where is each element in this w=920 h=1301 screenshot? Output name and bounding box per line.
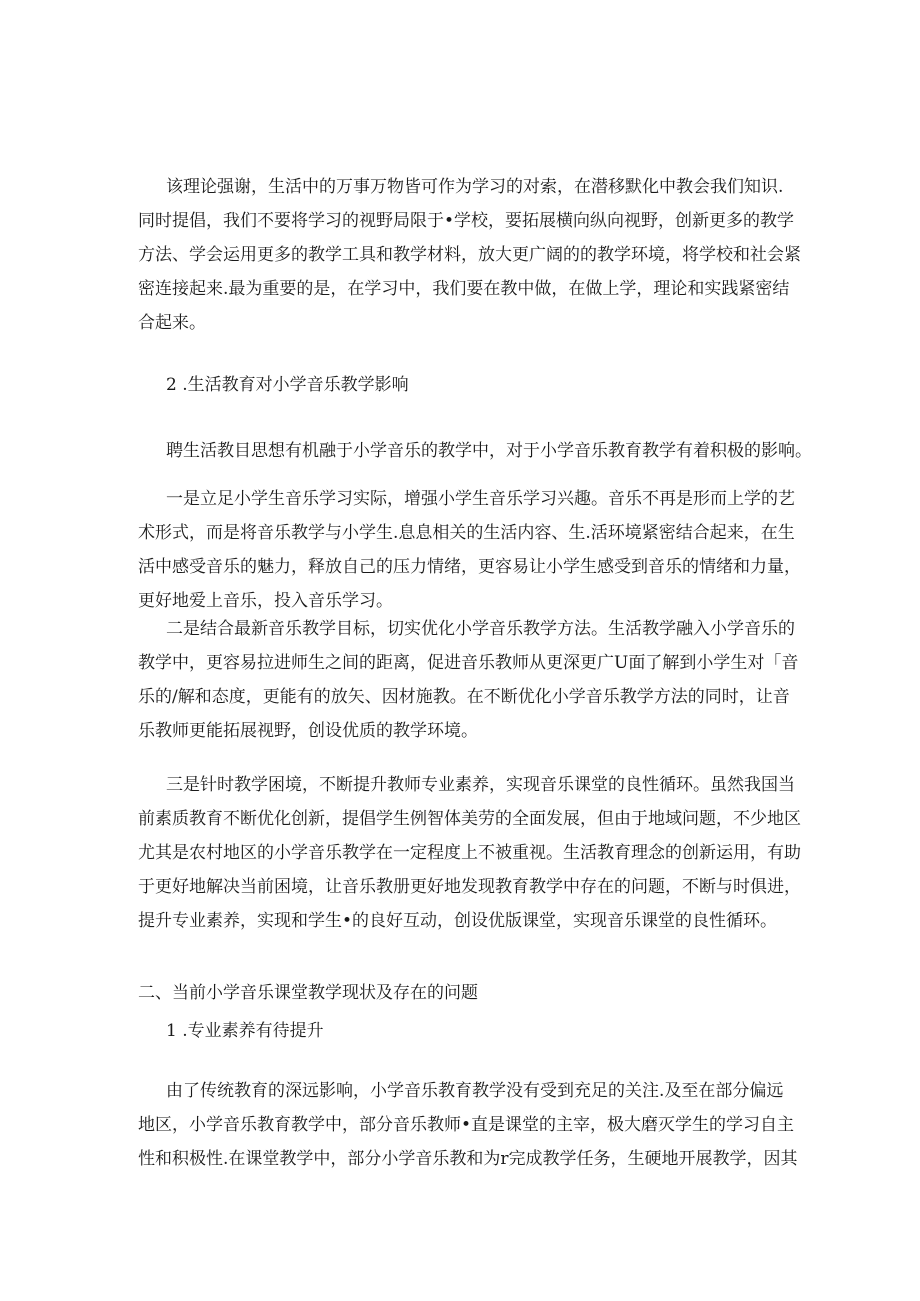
text-line: 乐的/解和态度，更能有的放矢、因材施教。在不断优化小学音乐教学方法的同时，让音 bbox=[138, 687, 790, 707]
paragraph-second-point bbox=[138, 612, 798, 748]
text-line: 一是立足小学生音乐学习实际，增强小学生音乐学习兴趣。音乐不再是形而上学的艺 bbox=[166, 489, 795, 509]
subheading-professional-quality: 1 .专业素养有待提升 bbox=[166, 1021, 324, 1041]
text-line: 活中感受音乐的魅力，释放自己的压力情绪，更容易让小学生感受到音乐的情绪和力量， bbox=[138, 557, 801, 577]
text-line: 于更好地解决当前困境，让音乐教册更好地发现教育教学中存在的问题，不断与时俱进， bbox=[138, 877, 801, 897]
text-line: 合起来。 bbox=[138, 313, 206, 333]
text-line: 二是结合最新音乐教学目标，切实优化小学音乐教学方法。生活教学融入小学音乐的 bbox=[166, 619, 795, 639]
text-line: 方法、学会运用更多的教学工具和教学材料，放大更广阔的的教学环境，将学校和社会紧 bbox=[138, 245, 801, 265]
paragraph-integration bbox=[166, 434, 812, 468]
paragraph-third-point bbox=[138, 768, 801, 938]
paragraph-first-point bbox=[138, 482, 801, 618]
text-line: 尤其是农村地区的小学音乐教学在一定程度上不被重视。生活教育理念的创新运用，有助 bbox=[138, 843, 801, 863]
text-line: 术形式，而是将音乐教学与小学生.息息相关的生活内容、生.活环境紧密结合起来，在生 bbox=[138, 523, 795, 543]
text-line: 前素质教育不断优化创新，提倡学生例智体美劳的全面发展，但由于地域问题，不少地区 bbox=[138, 809, 801, 829]
paragraph-traditional-education bbox=[138, 1074, 798, 1176]
text-line: 三是针时教学困境，不断提升教师专业素养，实现音乐课堂的良性循环。虽然我国当 bbox=[166, 775, 795, 795]
text-line: 性和积极性.在课堂教学中，部分小学音乐教和为r完成教学任务，生硬地开展教学，因其 bbox=[138, 1149, 798, 1169]
subheading-life-education-impact: 2 .生活教育对小学音乐教学影响 bbox=[166, 375, 409, 395]
paragraph-theory bbox=[138, 170, 801, 340]
text-line: 地区，小学音乐教育教学中，部分音乐教师•直是课堂的主宰，极大磨灭学生的学习自主 bbox=[138, 1115, 795, 1135]
text-line: 同时提倡，我们不要将学习的视野局限于•学校，要拓展横向纵向视野，创新更多的教学 bbox=[138, 211, 795, 231]
text-line: 密连接起来.最为重要的是，在学习中，我们要在教中做，在做上学，理论和实践紧密结 bbox=[138, 279, 790, 299]
section-heading-current-status: 二、当前小学音乐课堂教学现状及存在的问题 bbox=[138, 983, 478, 1003]
text-line: 该理论强谢，生活中的万事万物皆可作为学习的对索，在潜移默化中教会我们知识. bbox=[166, 177, 784, 197]
text-line: 教学中，更容易拉进师生之间的距离，促进音乐教师从更深更广U面了解到小学生对「音 bbox=[138, 653, 799, 673]
text-line: 乐教师更能拓展视野，创设优质的教学环境。 bbox=[138, 721, 478, 741]
text-line: 提升专业素养，实现和学生•的良好互动，创设优版课堂，实现音乐课堂的良性循环。 bbox=[138, 911, 778, 931]
text-line: 更好地爱上音乐，投入音乐学习。 bbox=[138, 591, 393, 611]
text-line: 聘生活教目思想有机融于小学音乐的教学中，对于小学音乐教育教学有着积极的影响。 bbox=[166, 441, 812, 461]
text-line: 由了传统教育的深远影响，小学音乐教育教学没有受到充足的关注.及至在部分偏远 bbox=[166, 1081, 784, 1101]
